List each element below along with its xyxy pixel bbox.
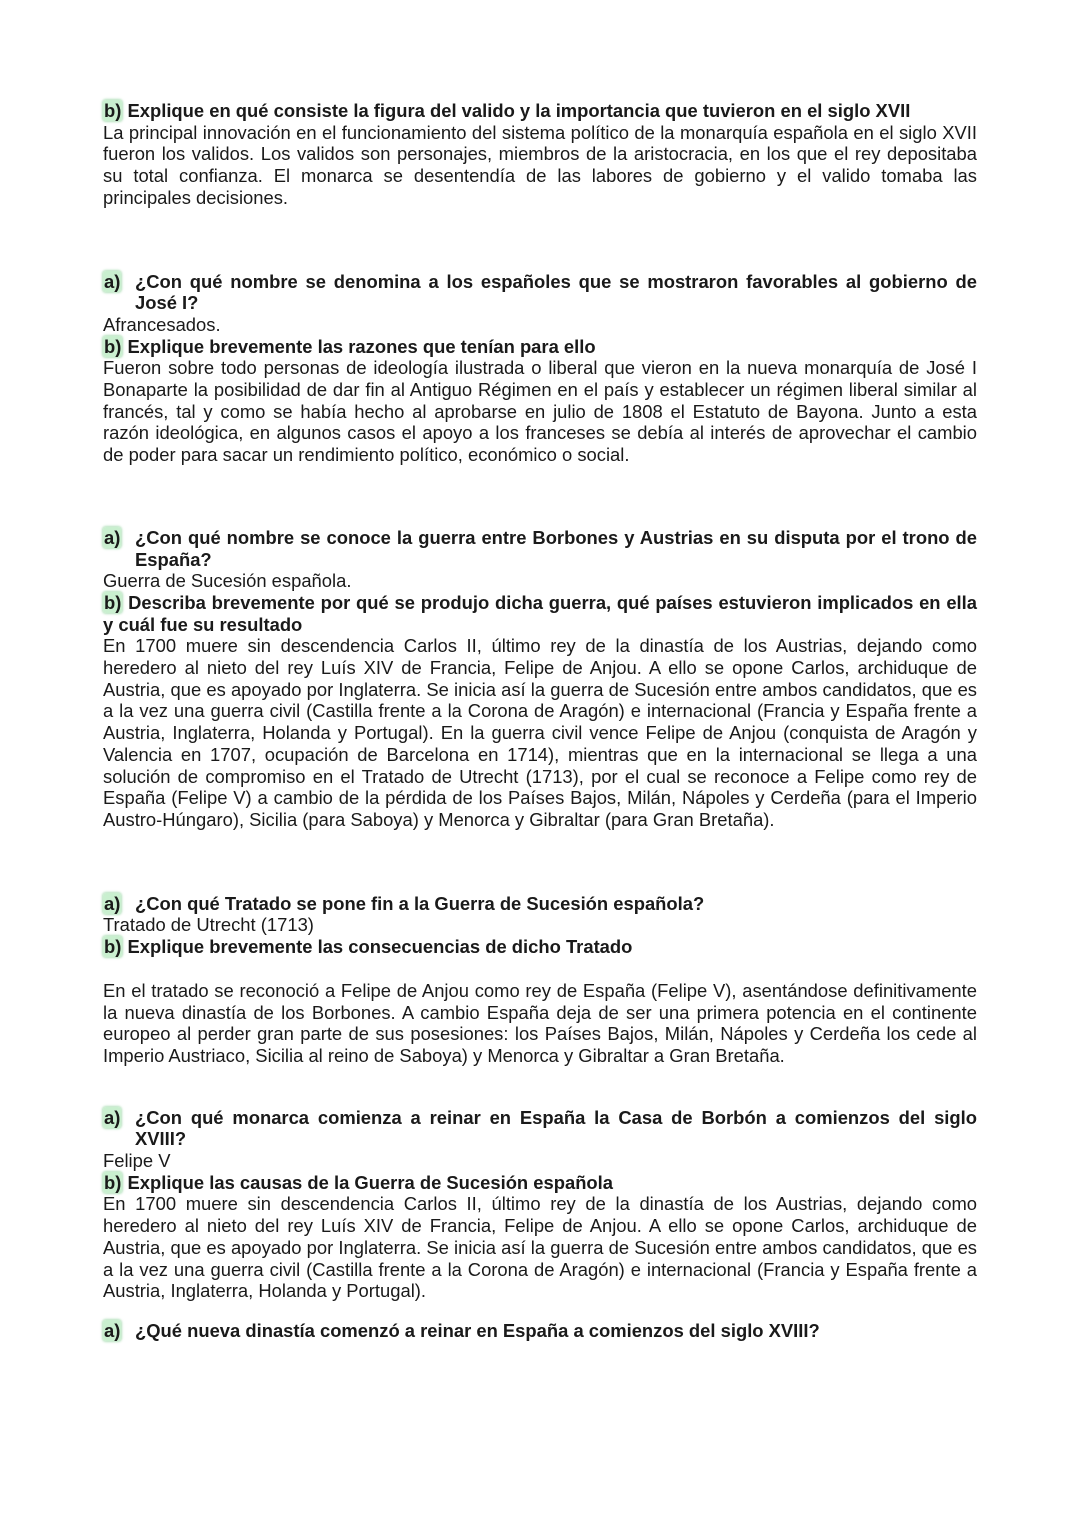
answer-text: En 1700 muere sin descendencia Carlos II, último rey de la dinastía de los Austrias, dejando como heredero al nieto del rey Luís XIV de Francia, Felipe de Anjou. A ello se opone Carlos, archiduque de Austria, que es apoyado por Inglaterra. Se inicia así la guerra de Sucesión entre ambos candidatos, que es a la vez una guerra civil (Castilla frente a la Corona de Aragón) e internacional (Francia y España frente a Austria, Inglaterra, Holanda y Portugal). En la guerra civil vence Felipe de Anjou (conquista de Aragón y Valencia en 1707, ocupación de Barcelona en 1714), mientras que en la internacional se llega a una solución de compromiso en el Tratado de Utrecht (1713), por el cual se reconoce a Felipe como rey de España (Felipe V) a cambio de la pérdida de los Países Bajos, Milán, Nápoles y Cerdeña (para el Imperio Austro-Húngaro), Sicilia (para Saboya) y Menorca y Gibraltar (para Gran Bretaña). <box>103 635 977 830</box>
highlighted-label: a) <box>104 1319 121 1341</box>
section-tratado-utrecht <box>103 893 977 1067</box>
highlighted-label: b) <box>104 936 122 958</box>
highlighted-label: a) <box>104 892 121 914</box>
question-label <box>103 1107 135 1129</box>
answer-text: En el tratado se reconoció a Felipe de Anjou como rey de España (Felipe V), asentándose definitivamente la nueva dinastía de los Borbones. A cambio España deja de ser una primera potencia en el continente europeo al perder gran parte de sus posesiones: los Países Bajos, Milán, Nápoles y Cerdeña los cede al Imperio Austriaco, Sicilia al reino de Saboya) y Menorca y Gibraltar a Gran Bretaña. <box>103 979 977 1066</box>
question-b <box>103 936 977 958</box>
highlighted-label: a) <box>104 1106 121 1128</box>
highlighted-label: b) <box>104 335 122 357</box>
answer-text: Felipe V <box>103 1150 171 1172</box>
section-guerra-sucesion <box>103 527 977 831</box>
question-text: Describa brevemente por qué se produjo dicha guerra, qué países estuvieron implicados en ella y cuál fue su resultado <box>103 591 977 635</box>
question-label <box>103 1320 135 1342</box>
question-text: ¿Qué nueva dinastía comenzó a reinar en España a comienzos del siglo XVIII? <box>135 1319 820 1341</box>
section-nueva-dinastia <box>103 1320 977 1342</box>
question-a <box>103 1107 977 1150</box>
question-text: Explique en qué consiste la figura del valido y la importancia que tuvieron en el siglo XVII <box>127 100 911 121</box>
section-afrancesados <box>103 271 977 466</box>
answer-text: La principal innovación en el funcionamiento del sistema político de la monarquía española en el siglo XVII fueron los validos. Los validos son personajes, miembros de la aristocracia, en los que el rey depositaba su total confianza. El monarca se desentendía de las labores de gobierno y el valido tomaba las principales decisiones. <box>103 121 977 208</box>
section-felipe-v <box>103 1107 977 1302</box>
question-b <box>103 1172 977 1194</box>
question-b <box>103 592 977 635</box>
answer-text: En 1700 muere sin descendencia Carlos II, último rey de la dinastía de los Austrias, dejando como heredero al nieto del rey Luís XIV de Francia, Felipe de Anjou. A ello se opone Carlos, archiduque de Austria, que es apoyado por Inglaterra. Se inicia así la guerra de Sucesión entre ambos candidatos, que es a la vez una guerra civil (Castilla frente a la Corona de Aragón) e internacional (Francia y España frente a Austria, Inglaterra, Holanda y Portugal). <box>103 1193 977 1302</box>
question-text: Explique brevemente las razones que tenían para ello <box>127 335 596 357</box>
answer-text: Guerra de Sucesión española. <box>103 570 352 592</box>
section-valido <box>103 100 977 209</box>
highlighted-label: b) <box>104 591 122 613</box>
answer-text: Fueron sobre todo personas de ideología ilustrada o liberal que vieron en la nueva monarquía de José I Bonaparte la posibilidad de dar fin al Antiguo Régimen en el país y establecer un régimen liberal similar al francés, tal y como se había hecho al aprobarse en julio de 1808 el Estatuto de Bayona. Junto a esta razón ideológica, en algunos casos el apoyo a los franceses se debía al interés de aprovechar el cambio de poder para sacar un rendimiento político, económico o social. <box>103 357 977 466</box>
question-text: ¿Con qué nombre se conoce la guerra entre Borbones y Austrias en su disputa por el trono de España? <box>135 526 977 570</box>
document-page <box>103 100 977 1342</box>
question-label <box>103 271 135 293</box>
question-label <box>103 527 135 549</box>
question-text: ¿Con qué monarca comienza a reinar en España la Casa de Borbón a comienzos del siglo XVIII? <box>135 1106 977 1150</box>
question-a <box>103 271 977 314</box>
highlighted-label: a) <box>104 526 121 548</box>
highlighted-label: b) <box>104 100 122 121</box>
question-a <box>103 1320 977 1342</box>
question-label <box>103 893 135 915</box>
question-text: ¿Con qué nombre se denomina a los españoles que se mostraron favorables al gobierno de José I? <box>135 270 977 314</box>
highlighted-label: b) <box>104 1171 122 1193</box>
answer-text: Afrancesados. <box>103 313 221 335</box>
answer-text: Tratado de Utrecht (1713) <box>103 914 314 936</box>
question-a <box>103 527 977 570</box>
question-b <box>103 100 977 122</box>
question-text: Explique las causas de la Guerra de Sucesión española <box>127 1171 613 1193</box>
question-b <box>103 336 977 358</box>
question-a <box>103 893 977 915</box>
question-text: Explique brevemente las consecuencias de dicho Tratado <box>127 936 633 958</box>
question-text: ¿Con qué Tratado se pone fin a la Guerra de Sucesión española? <box>135 892 705 914</box>
highlighted-label: a) <box>104 270 121 292</box>
